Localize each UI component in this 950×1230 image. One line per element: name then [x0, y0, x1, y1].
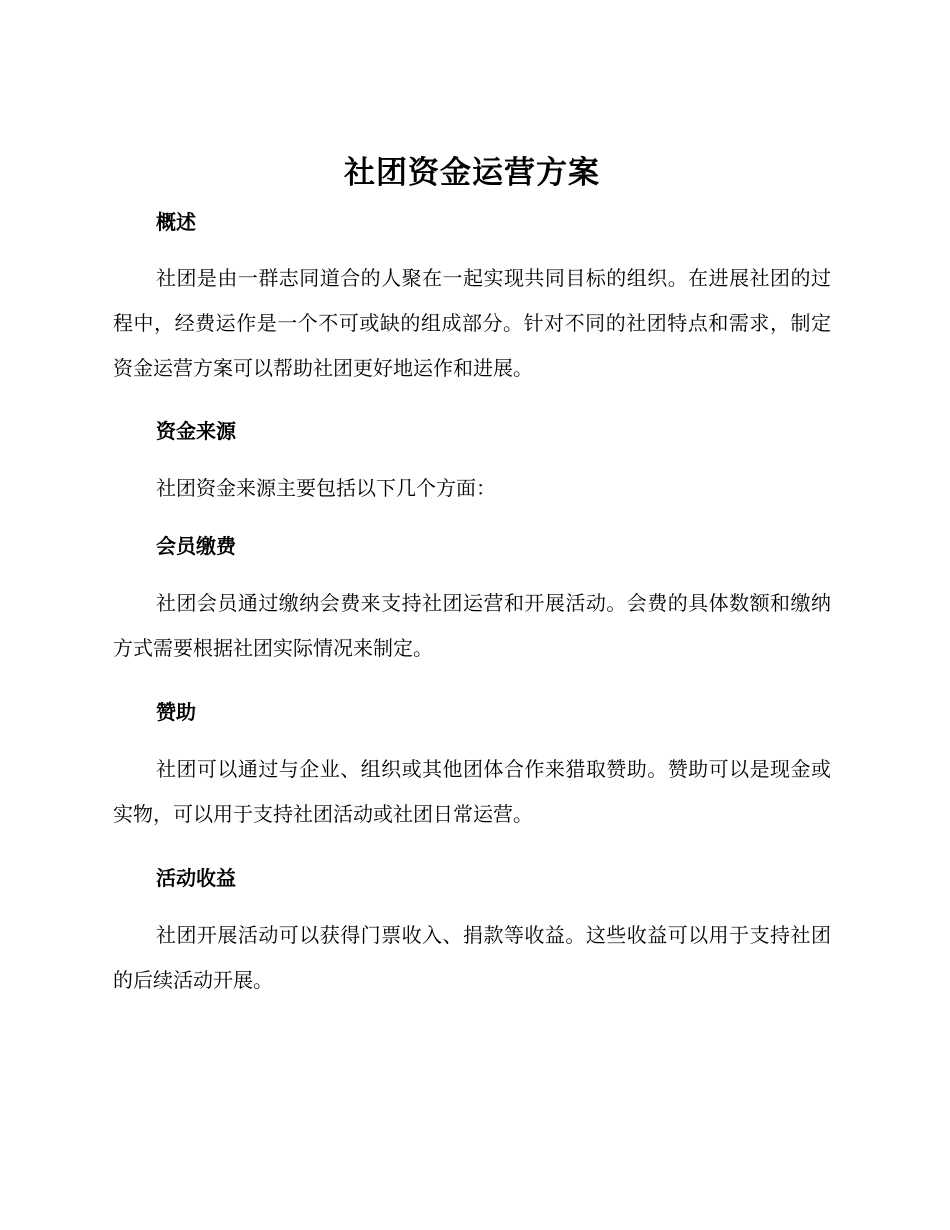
paragraph-funding-sources: 社团资金来源主要包括以下几个方面： — [156, 476, 496, 500]
section-heading-funding-sources: 资金来源 — [156, 419, 236, 443]
paragraph-member-fees: 社团会员通过缴纳会费来支持社团运营和开展活动。会费的具体数额和缴纳方式需要根据社团实际情况来制定。 — [113, 591, 831, 660]
paragraph-overview: 社团是由一群志同道合的人聚在一起实现共同目标的组织。在进展社团的过程中，经费运作是一个不可或缺的组成部分。针对不同的社团特点和需求，制定资金运营方案可以帮助社团更好地运作和进展。 — [113, 266, 831, 380]
section-heading-member-fees: 会员缴费 — [156, 534, 236, 558]
document-page — [113, 148, 831, 1003]
section-heading-sponsorship: 赞助 — [156, 700, 196, 724]
paragraph-sponsorship: 社团可以通过与企业、组织或其他团体合作来猎取赞助。赞助可以是现金或实物，可以用于支持社团活动或社团日常运营。 — [113, 757, 831, 826]
document-title: 社团资金运营方案 — [344, 155, 600, 191]
section-heading-overview: 概述 — [156, 210, 196, 234]
paragraph-activity-income: 社团开展活动可以获得门票收入、捐款等收益。这些收益可以用于支持社团的后续活动开展。 — [113, 923, 831, 992]
section-heading-activity-income: 活动收益 — [156, 866, 236, 890]
